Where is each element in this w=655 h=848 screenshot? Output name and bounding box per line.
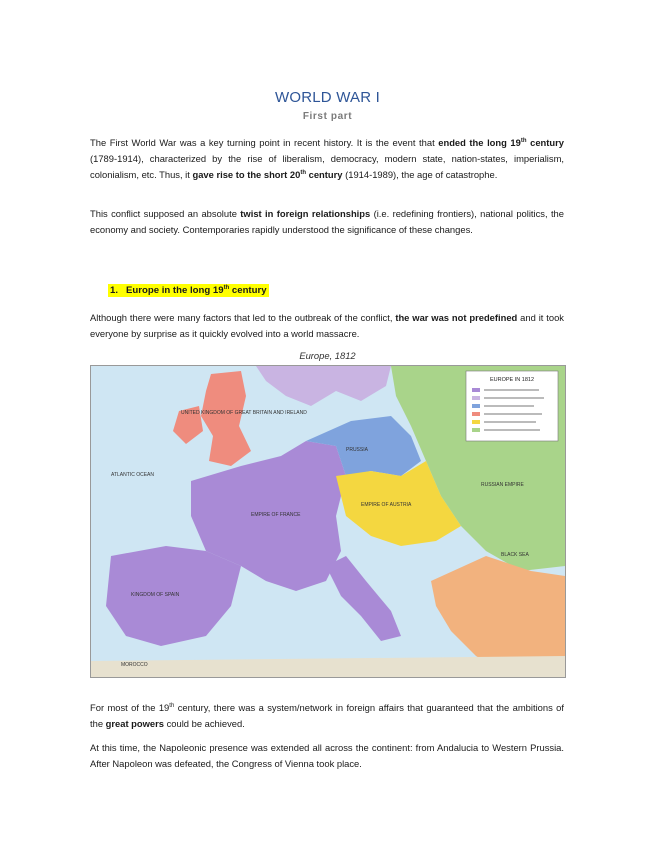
intro-paragraph: The First World War was a key turning point in recent history. It is the event that ended the long 19th century (1789-1914), characterized by the rise of liberalism, democracy, modern state, nation-states, imperialism, colonialism, etc. Thus, it gave rise to the short 20th century (1914-1989), the age of catastrophe. (90, 137, 564, 180)
figure-caption: Europe, 1812 (299, 350, 356, 361)
map-label-russia: RUSSIAN EMPIRE (481, 482, 524, 488)
section-heading: 1. Europe in the long 19th century (110, 284, 267, 296)
map-label-ocean: ATLANTIC OCEAN (111, 472, 154, 478)
map-label-black-sea: BLACK SEA (501, 552, 529, 558)
document-subtitle: First part (302, 111, 353, 122)
map-label-prussia: PRUSSIA (346, 447, 368, 453)
document-title: WORLD WAR I (275, 89, 380, 106)
factors-paragraph: Although there were many factors that led to the outbreak of the conflict, the war was not predefined and it took everyone by surprise as it quickly evolved into a world massacre. (90, 312, 564, 339)
map-label-uk: UNITED KINGDOM OF GREAT BRITAIN AND IRELAND (181, 410, 307, 416)
europe-1812-map (90, 365, 566, 678)
map-legend-title: EUROPE IN 1812 (489, 377, 535, 383)
map-label-spain: KINGDOM OF SPAIN (131, 592, 180, 598)
system-paragraph: For most of the 19th century, there was a system/network in foreign affairs that guaranteed that the ambitions of the great powers could be achieved. (90, 702, 564, 729)
map-label-france: EMPIRE OF FRANCE (251, 512, 301, 518)
map-label-austria: EMPIRE OF AUSTRIA (361, 502, 412, 508)
conflict-paragraph: This conflict supposed an absolute twist in foreign relationships (i.e. redefining frontiers), national politics, the economy and society. Contemporaries rapidly understood the significance of these changes. (90, 208, 564, 235)
map-label-morocco: MOROCCO (121, 662, 148, 668)
napoleon-paragraph: At this time, the Napoleonic presence was extended all across the continent: from Andalucia to Western Prussia. After Napoleon was defeated, the Congress of Vienna took place. (90, 742, 564, 769)
